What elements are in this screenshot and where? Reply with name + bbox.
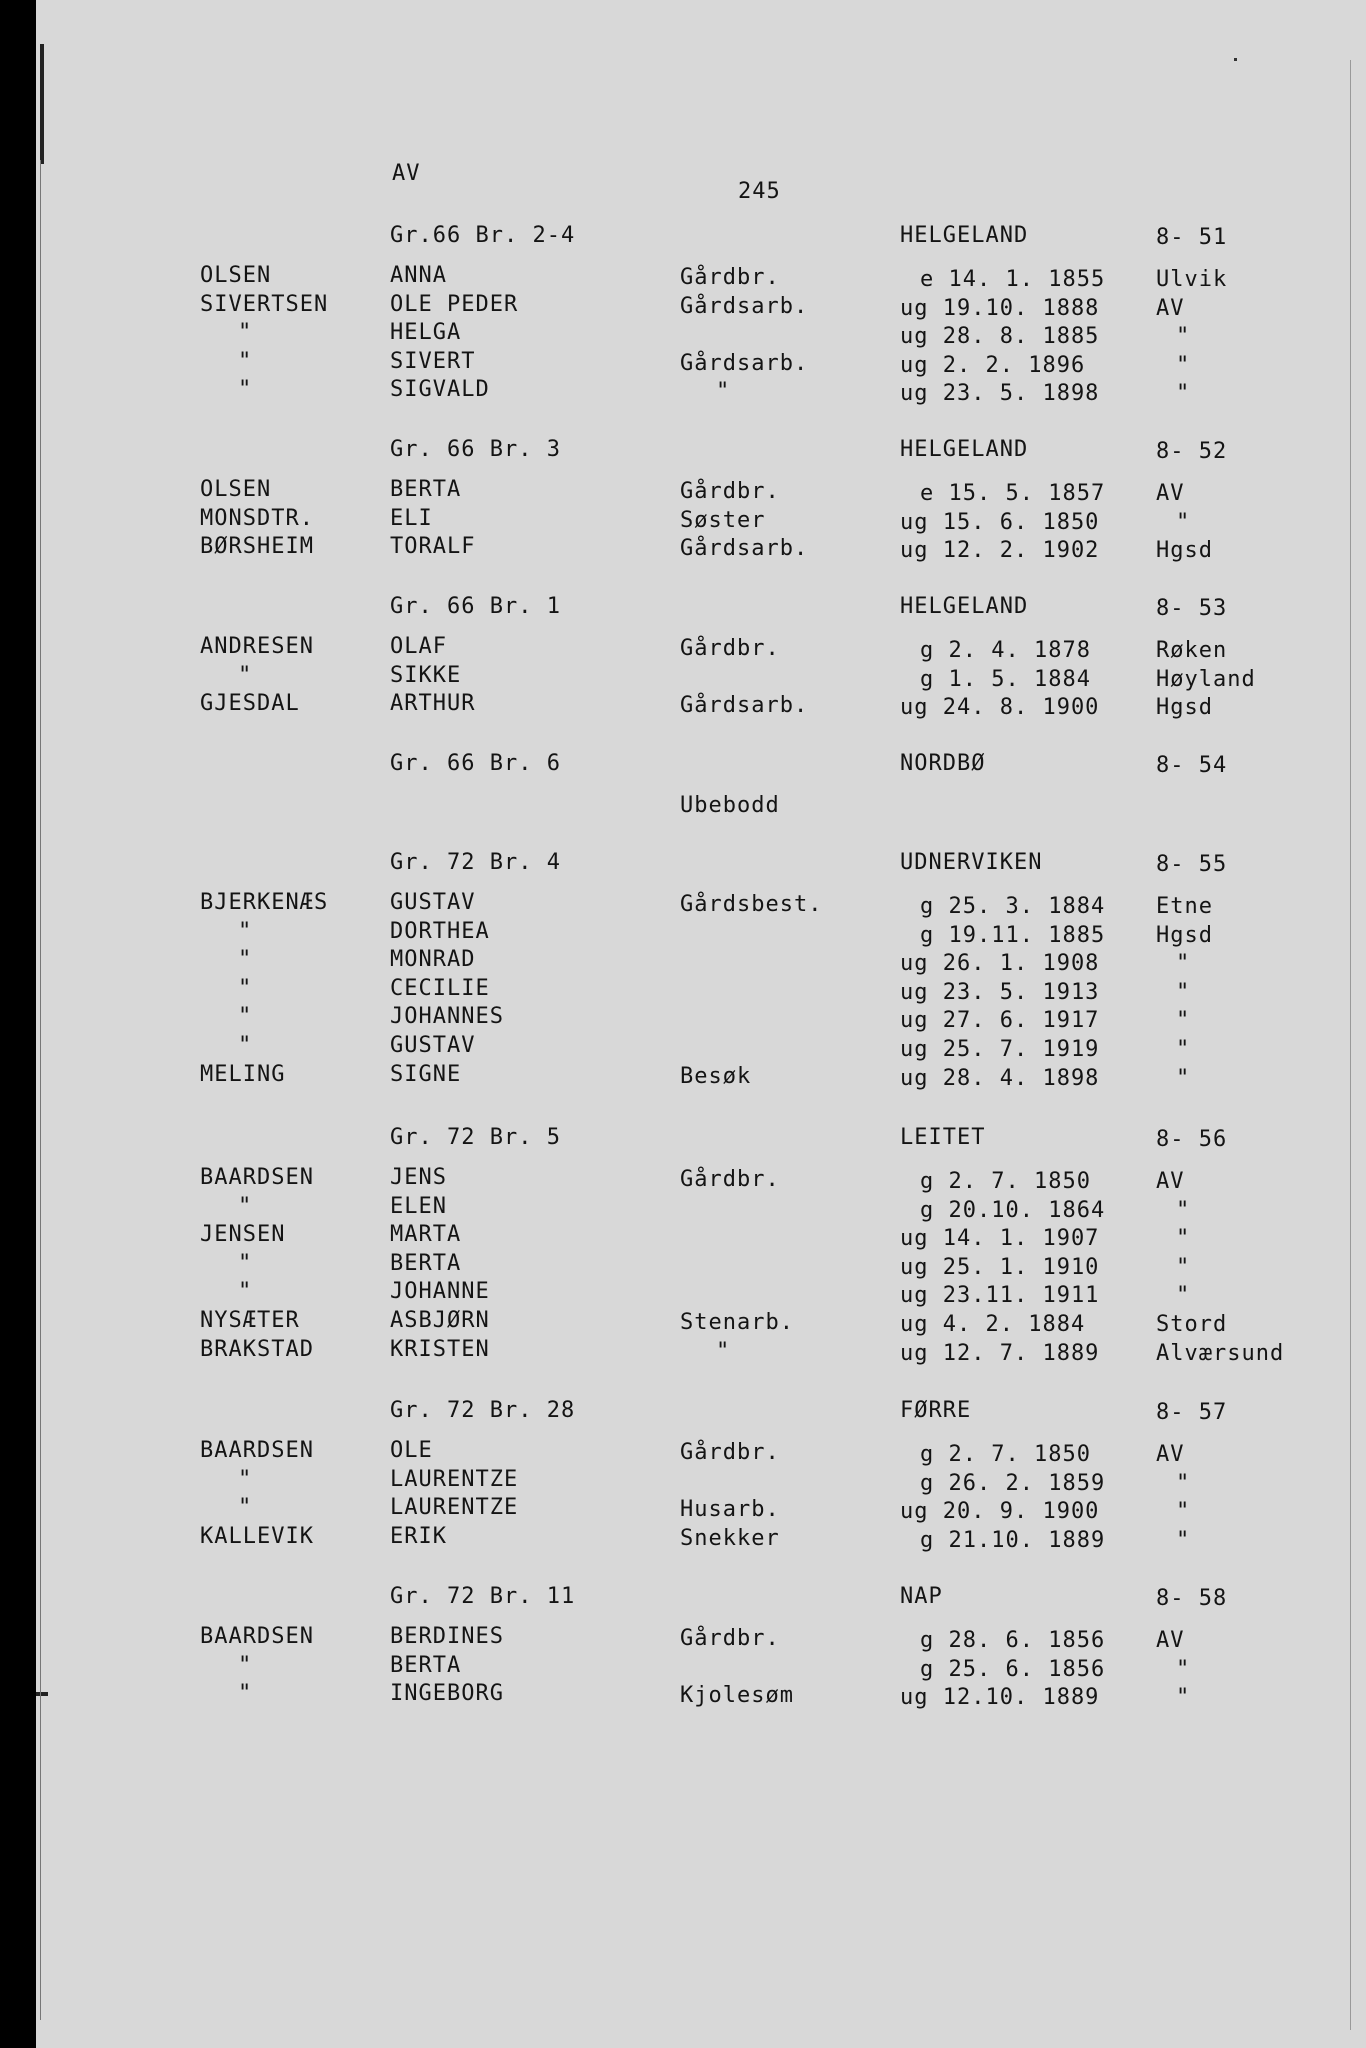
farm-name: HELGELAND	[900, 437, 1029, 462]
person-surname: SIVERTSEN	[200, 291, 329, 317]
birth-date: g 26. 2. 1859	[920, 1470, 1106, 1496]
birth-date: ug 12.10. 1889	[900, 1685, 1100, 1711]
birth-date: g 2. 4. 1878	[920, 638, 1091, 663]
person-surname: "	[238, 947, 253, 973]
birth-date: g 2. 7. 1850	[920, 1169, 1091, 1194]
farm-code: 8- 57	[1156, 1400, 1228, 1425]
birth-date: ug 2. 2. 1896	[900, 352, 1086, 378]
birth-place: "	[1176, 1283, 1191, 1309]
person-given-name: GUSTAV	[390, 890, 476, 915]
birth-place: AV	[1156, 481, 1185, 506]
farm-code: 8- 53	[1156, 596, 1228, 621]
birth-place: "	[1176, 324, 1191, 350]
birth-place: AV	[1156, 295, 1185, 321]
person-surname: "	[238, 1279, 253, 1305]
person-role: Kjolesøm	[680, 1683, 794, 1709]
person-surname: BAARDSEN	[200, 1438, 314, 1463]
group-heading: Gr. 72 Br. 4	[390, 850, 561, 875]
person-given-name: JOHANNES	[390, 1004, 504, 1030]
person-surname: MELING	[200, 1061, 286, 1087]
birth-date: ug 14. 1. 1907	[900, 1226, 1100, 1252]
birth-place: Stord	[1156, 1312, 1228, 1337]
person-given-name: ASBJØRN	[390, 1308, 490, 1333]
person-surname: "	[238, 1033, 253, 1058]
person-surname: KALLEVIK	[200, 1523, 314, 1549]
birth-place: "	[1176, 381, 1191, 407]
person-given-name: OLE PEDER	[390, 291, 519, 317]
birth-place: "	[1176, 979, 1191, 1005]
person-surname: JENSEN	[200, 1222, 286, 1248]
person-given-name: SIKKE	[390, 662, 462, 688]
birth-place: "	[1176, 1685, 1191, 1711]
person-surname: "	[238, 1004, 253, 1030]
birth-date: ug 12. 7. 1889	[900, 1340, 1100, 1366]
person-role: Gårdbr.	[680, 1440, 780, 1465]
birth-date: g 25. 3. 1884	[920, 894, 1106, 919]
birth-date: ug 4. 2. 1884	[900, 1312, 1086, 1337]
birth-date: ug 23. 5. 1913	[900, 979, 1100, 1005]
birth-place: Hgsd	[1156, 695, 1213, 721]
birth-date: g 1. 5. 1884	[920, 666, 1091, 692]
birth-date: g 25. 6. 1856	[920, 1656, 1106, 1682]
scan-speck	[1234, 58, 1237, 61]
group-heading: Gr. 66 Br. 6	[390, 751, 561, 776]
person-role: Gårdbr.	[680, 636, 780, 661]
birth-place: "	[1176, 352, 1191, 378]
farm-code: 8- 51	[1156, 225, 1228, 250]
person-surname: MONSDTR.	[200, 505, 314, 531]
person-surname: "	[238, 1681, 253, 1707]
person-surname: BAARDSEN	[200, 1165, 314, 1190]
person-surname: BRAKSTAD	[200, 1336, 314, 1362]
group-heading: Gr. 72 Br. 5	[390, 1125, 561, 1150]
birth-place: Etne	[1156, 894, 1213, 919]
person-given-name: MARTA	[390, 1222, 462, 1248]
birth-place: "	[1176, 1197, 1191, 1223]
person-role: Gårdsarb.	[680, 350, 809, 376]
person-role: Gårdbr.	[680, 1167, 780, 1192]
scan-edge-mark	[40, 44, 44, 164]
person-surname: ANDRESEN	[200, 634, 314, 659]
farm-name: NORDBØ	[900, 751, 986, 776]
person-surname: "	[238, 918, 253, 944]
group-heading: Gr. 66 Br. 3	[390, 437, 561, 462]
person-surname: "	[238, 1250, 253, 1276]
person-role: "	[716, 1338, 731, 1364]
birth-place: Hgsd	[1156, 538, 1213, 564]
birth-place: "	[1176, 1008, 1191, 1034]
person-surname: GJESDAL	[200, 691, 300, 717]
section-note: Ubebodd	[680, 793, 780, 818]
farm-code: 8- 56	[1156, 1127, 1228, 1152]
birth-place: Røken	[1156, 638, 1228, 663]
birth-date: ug 27. 6. 1917	[900, 1008, 1100, 1034]
birth-date: ug 28. 8. 1885	[900, 324, 1100, 350]
birth-date: ug 20. 9. 1900	[900, 1499, 1100, 1525]
person-role: Gårdsarb.	[680, 536, 809, 562]
person-given-name: BERDINES	[390, 1624, 504, 1649]
person-given-name: ELI	[390, 505, 433, 531]
farm-name: NAP	[900, 1584, 943, 1609]
birth-date: ug 25. 7. 1919	[900, 1037, 1100, 1062]
group-heading: Gr.66 Br. 2-4	[390, 223, 576, 248]
person-given-name: INGEBORG	[390, 1681, 504, 1707]
birth-date: e 14. 1. 1855	[920, 267, 1106, 292]
person-given-name: GUSTAV	[390, 1033, 476, 1058]
birth-place: "	[1176, 509, 1191, 535]
person-given-name: TORALF	[390, 534, 476, 560]
birth-place: AV	[1156, 1628, 1185, 1653]
person-given-name: CECILIE	[390, 975, 490, 1001]
page-title: AV	[392, 161, 421, 186]
birth-place: "	[1176, 1254, 1191, 1280]
person-given-name: DORTHEA	[390, 918, 490, 944]
birth-date: ug 23.11. 1911	[900, 1283, 1100, 1309]
birth-date: e 15. 5. 1857	[920, 481, 1106, 506]
farm-code: 8- 54	[1156, 753, 1228, 778]
person-surname: "	[238, 377, 253, 403]
person-surname: BØRSHEIM	[200, 534, 314, 560]
birth-place: "	[1176, 1226, 1191, 1252]
person-given-name: ARTHUR	[390, 691, 476, 717]
person-role: Husarb.	[680, 1497, 780, 1523]
birth-date: g 19.11. 1885	[920, 922, 1106, 948]
birth-place: AV	[1156, 1442, 1185, 1467]
person-given-name: BERTA	[390, 1652, 462, 1678]
margin-rule	[1350, 60, 1351, 2030]
person-given-name: JOHANNE	[390, 1279, 490, 1305]
birth-date: g 20.10. 1864	[920, 1197, 1106, 1223]
person-role: Gårdbr.	[680, 265, 780, 290]
person-role: Gårdsarb.	[680, 693, 809, 719]
birth-place: "	[1176, 1470, 1191, 1496]
person-given-name: LAURENTZE	[390, 1495, 519, 1521]
person-role: Søster	[680, 507, 766, 533]
birth-place: "	[1176, 1065, 1191, 1091]
person-surname: BAARDSEN	[200, 1624, 314, 1649]
birth-place: AV	[1156, 1169, 1185, 1194]
farm-code: 8- 58	[1156, 1586, 1228, 1611]
farm-code: 8- 52	[1156, 439, 1228, 464]
person-role: Besøk	[680, 1063, 752, 1089]
person-given-name: BERTA	[390, 1250, 462, 1276]
birth-date: ug 25. 1. 1910	[900, 1254, 1100, 1280]
birth-place: "	[1176, 951, 1191, 977]
person-given-name: SIGVALD	[390, 377, 490, 403]
birth-date: ug 12. 2. 1902	[900, 538, 1100, 564]
margin-rule	[40, 160, 41, 2020]
birth-place: Høyland	[1156, 666, 1256, 692]
page-number: 245	[738, 179, 781, 204]
person-surname: NYSÆTER	[200, 1308, 300, 1333]
person-given-name: OLAF	[390, 634, 447, 659]
birth-date: ug 15. 6. 1850	[900, 509, 1100, 535]
birth-place: "	[1176, 1499, 1191, 1525]
person-given-name: JENS	[390, 1165, 447, 1190]
scan-edge-mark	[36, 1692, 48, 1696]
person-surname: "	[238, 1495, 253, 1521]
birth-place: Hgsd	[1156, 922, 1213, 948]
person-surname: OLSEN	[200, 263, 272, 288]
person-surname: "	[238, 1652, 253, 1678]
person-role: Snekker	[680, 1525, 780, 1551]
birth-place: Alværsund	[1156, 1340, 1285, 1366]
farm-name: UDNERVIKEN	[900, 850, 1043, 875]
person-surname: "	[238, 1193, 253, 1219]
farm-name: HELGELAND	[900, 594, 1029, 619]
person-role: Gårdsarb.	[680, 293, 809, 319]
person-surname: BJERKENÆS	[200, 890, 329, 915]
person-role: Stenarb.	[680, 1310, 794, 1335]
birth-place: "	[1176, 1037, 1191, 1062]
farm-code: 8- 55	[1156, 852, 1228, 877]
birth-date: ug 19.10. 1888	[900, 295, 1100, 321]
birth-date: g 2. 7. 1850	[920, 1442, 1091, 1467]
person-role: "	[716, 379, 731, 405]
person-given-name: ELEN	[390, 1193, 447, 1219]
farm-name: FØRRE	[900, 1398, 972, 1423]
person-surname: "	[238, 1466, 253, 1492]
group-heading: Gr. 72 Br. 11	[390, 1584, 576, 1609]
birth-date: ug 24. 8. 1900	[900, 695, 1100, 721]
person-surname: "	[238, 975, 253, 1001]
person-given-name: ERIK	[390, 1523, 447, 1549]
group-heading: Gr. 66 Br. 1	[390, 594, 561, 619]
farm-name: LEITET	[900, 1125, 986, 1150]
person-given-name: SIVERT	[390, 348, 476, 374]
birth-date: g 21.10. 1889	[920, 1527, 1106, 1553]
person-given-name: SIGNE	[390, 1061, 462, 1087]
person-surname: OLSEN	[200, 477, 272, 502]
person-surname: "	[238, 320, 253, 346]
birth-date: ug 26. 1. 1908	[900, 951, 1100, 977]
person-given-name: BERTA	[390, 477, 462, 502]
person-role: Gårdbr.	[680, 479, 780, 504]
person-given-name: LAURENTZE	[390, 1466, 519, 1492]
person-given-name: OLE	[390, 1438, 433, 1463]
birth-place: "	[1176, 1656, 1191, 1682]
birth-date: ug 28. 4. 1898	[900, 1065, 1100, 1091]
farm-name: HELGELAND	[900, 223, 1029, 248]
birth-date: ug 23. 5. 1898	[900, 381, 1100, 407]
birth-place: Ulvik	[1156, 267, 1228, 292]
person-given-name: ANNA	[390, 263, 447, 288]
person-given-name: HELGA	[390, 320, 462, 346]
birth-date: g 28. 6. 1856	[920, 1628, 1106, 1653]
person-role: Gårdbr.	[680, 1626, 780, 1651]
birth-place: "	[1176, 1527, 1191, 1553]
person-role: Gårdsbest.	[680, 892, 823, 917]
person-surname: "	[238, 348, 253, 374]
person-given-name: KRISTEN	[390, 1336, 490, 1362]
person-surname: "	[238, 662, 253, 688]
person-given-name: MONRAD	[390, 947, 476, 973]
group-heading: Gr. 72 Br. 28	[390, 1398, 576, 1423]
